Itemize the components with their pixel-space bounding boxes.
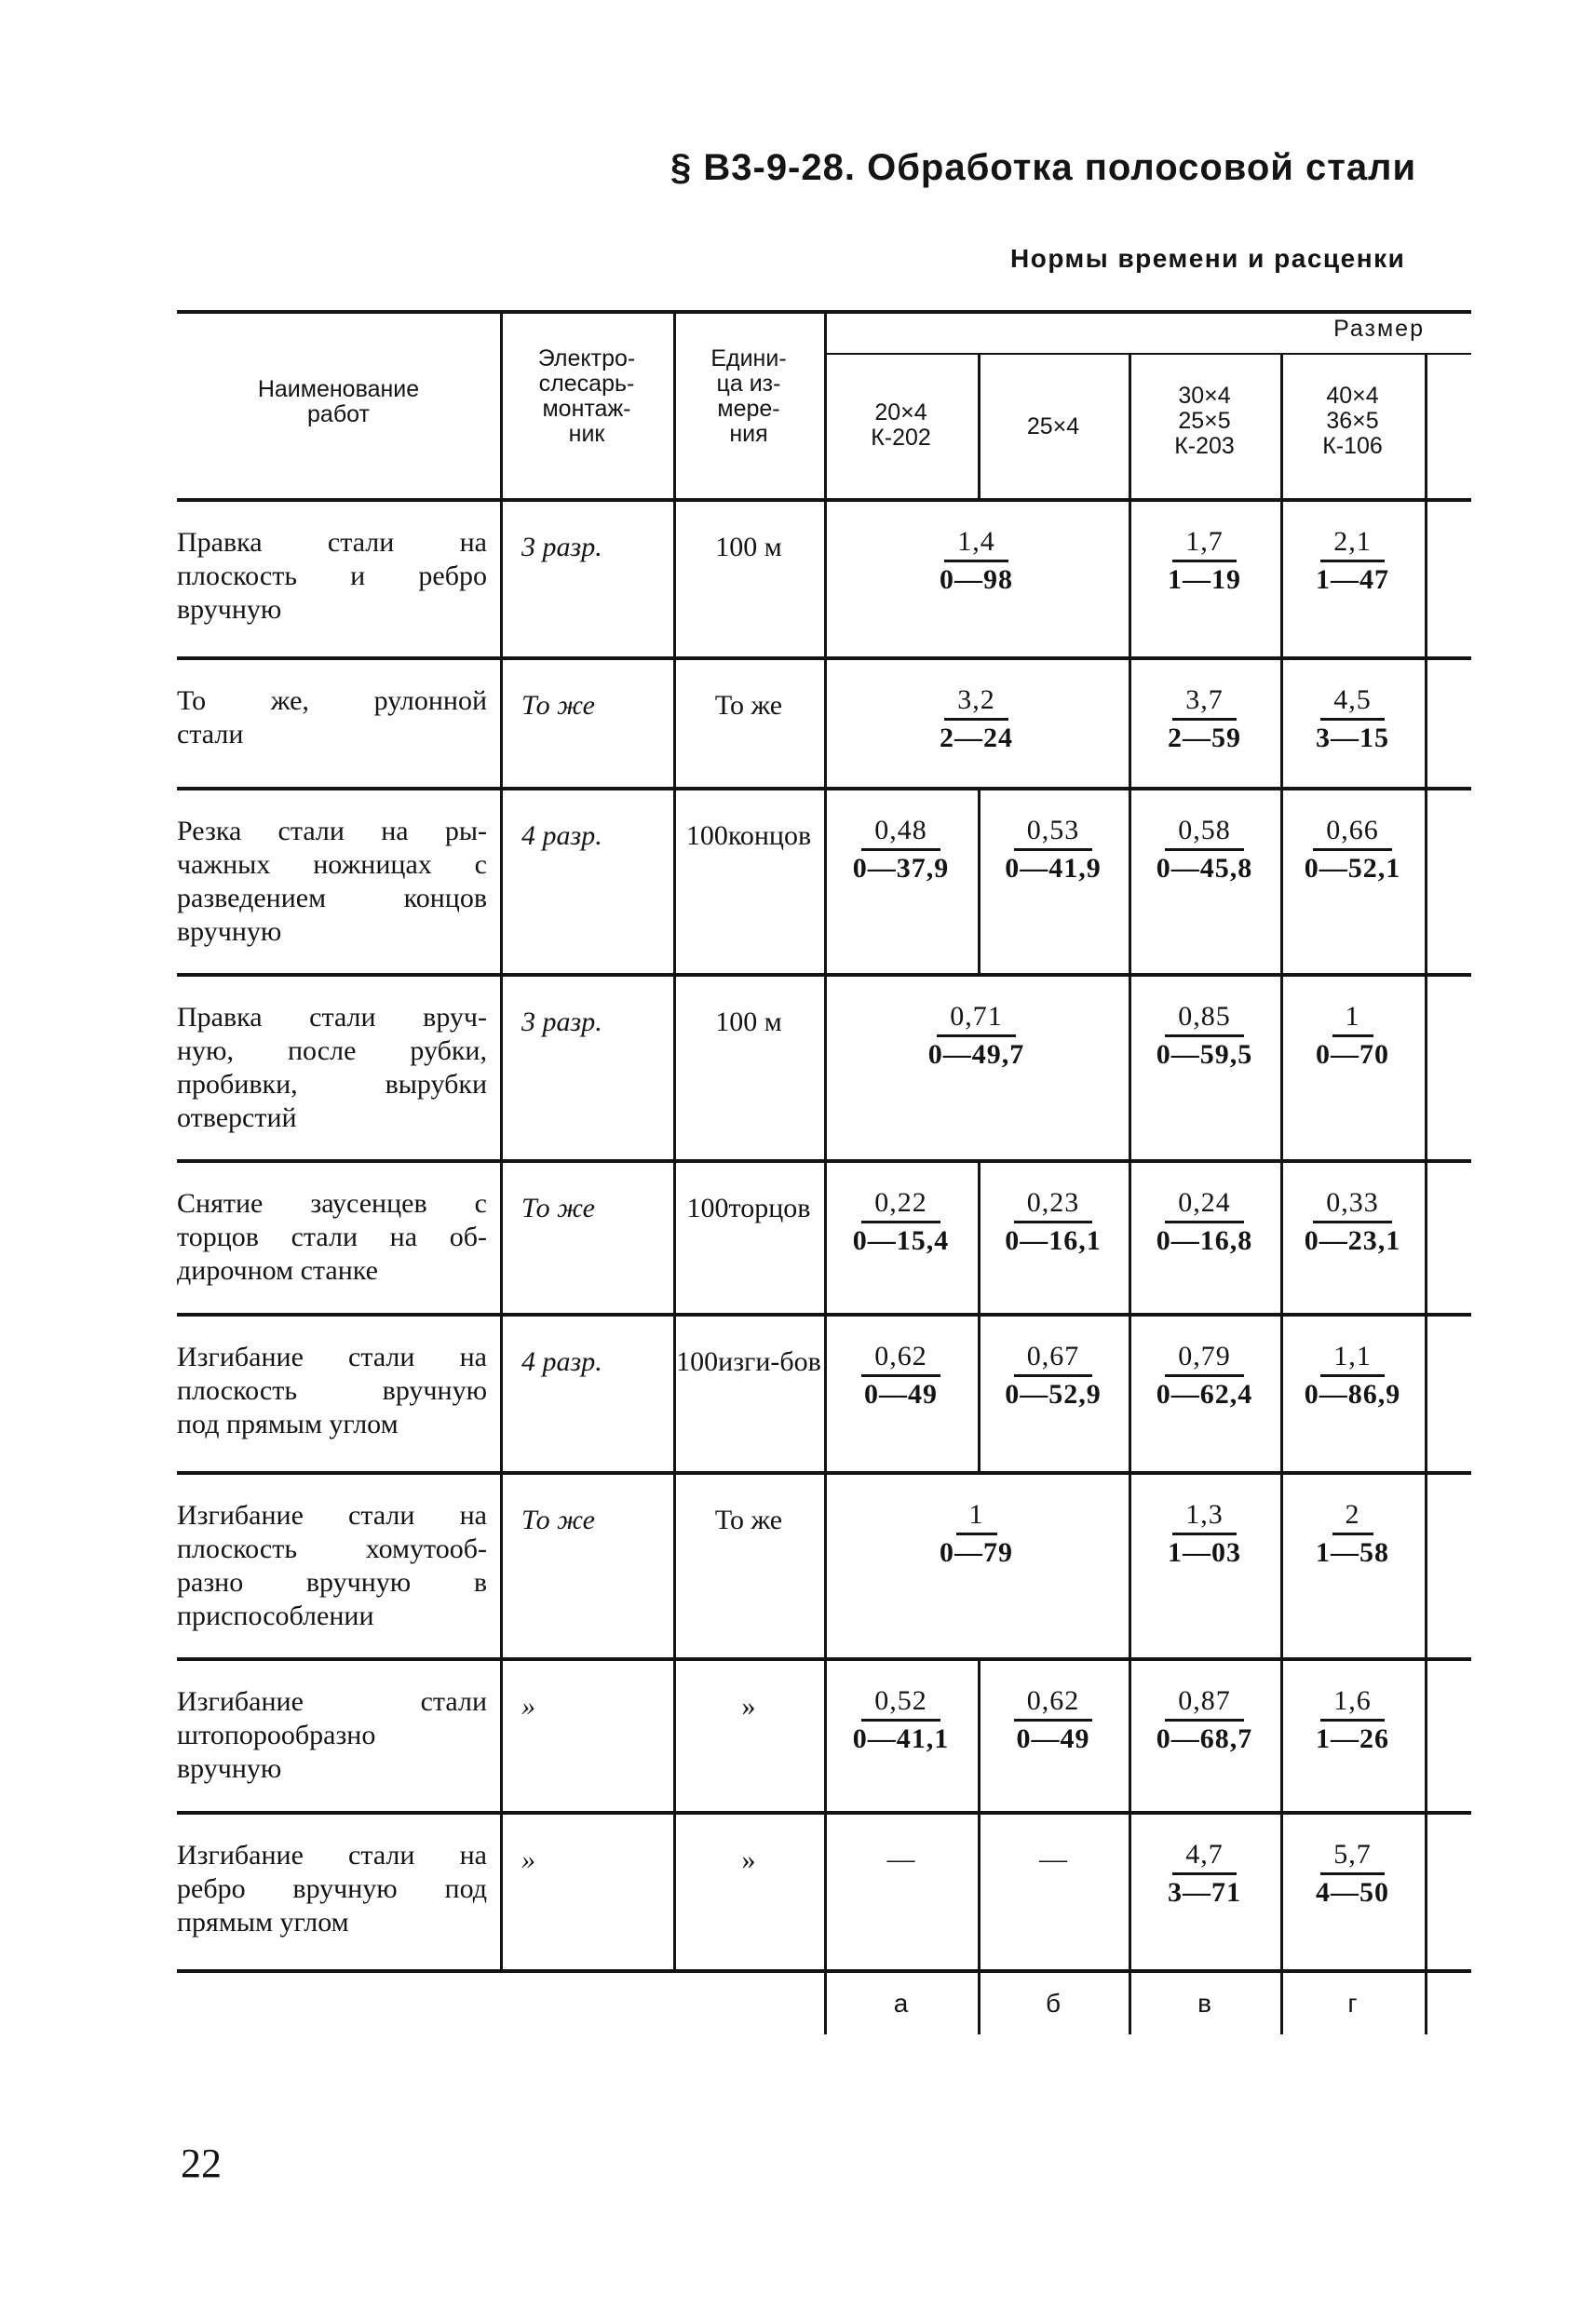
text-line: Изгибание стали на — [177, 1500, 487, 1531]
text-line: торцов стали на об- — [177, 1222, 487, 1252]
rate-value — [1129, 999, 1280, 1073]
text-line: Изгибание стали — [177, 1686, 487, 1717]
header-size-4 — [1280, 384, 1425, 459]
time-norm: 1,6 — [1320, 1683, 1385, 1722]
price-rate: 0—62,4 — [1156, 1379, 1253, 1410]
rate-value — [1280, 1497, 1425, 1571]
work-name — [177, 1839, 487, 1939]
text-line: работ — [307, 401, 370, 427]
column-letter: б — [1045, 1989, 1062, 2018]
text-line: под прямым углом — [177, 1409, 399, 1439]
work-name — [177, 1187, 487, 1288]
size-group-rule — [824, 353, 1471, 355]
text-line: разно вручную в — [177, 1567, 487, 1598]
time-norm: 1 — [1332, 999, 1373, 1037]
price-rate: 0—16,8 — [1156, 1225, 1253, 1256]
text-line: Правка стали на — [177, 527, 487, 558]
column-rule — [1425, 1972, 1427, 2034]
worker-grade: » — [521, 1691, 535, 1722]
time-norm: 0,79 — [1165, 1339, 1244, 1377]
worker-grade: » — [521, 1844, 535, 1875]
text-line: штопорообразно — [177, 1720, 376, 1750]
text-line: 25×4 — [1026, 413, 1080, 439]
text-line: отверстий — [177, 1102, 297, 1133]
rate-value — [1280, 999, 1425, 1073]
time-norm: 0,85 — [1165, 999, 1244, 1037]
price-rate: 0—59,5 — [1156, 1039, 1253, 1070]
worker-grade: То же — [521, 1193, 595, 1223]
rate-value — [1280, 1185, 1425, 1259]
text-line: вручную — [177, 594, 282, 625]
rate-value — [824, 524, 1129, 598]
rate-value — [824, 1683, 978, 1757]
worker-grade: 4 разр. — [521, 820, 602, 851]
text-line: плоскость и ребро — [177, 561, 487, 591]
rate-value — [1280, 682, 1425, 756]
text-line: мере- — [717, 396, 780, 422]
work-name — [177, 815, 487, 949]
unit-value — [673, 1844, 824, 1877]
worker-grade: То же — [521, 690, 595, 721]
price-rate: 2—59 — [1168, 723, 1241, 753]
text-line: То же — [714, 690, 783, 721]
price-rate: 3—71 — [1168, 1877, 1241, 1908]
rate-value — [824, 1185, 978, 1259]
text-line: 25×5 — [1178, 408, 1231, 434]
time-norm: 0,67 — [1014, 1339, 1093, 1377]
empty-value-dash: — — [886, 1844, 915, 1874]
time-norm: 0,48 — [861, 813, 940, 851]
text-line: К-202 — [871, 425, 931, 451]
time-norm: 5,7 — [1320, 1837, 1385, 1875]
worker-grade: 3 разр. — [521, 1006, 602, 1037]
header-size-1 — [824, 400, 978, 451]
text-line: Резка стали на ры- — [177, 816, 487, 846]
time-norm: 0,58 — [1165, 813, 1244, 851]
unit-value — [673, 1192, 824, 1225]
text-line: Едини- — [710, 345, 787, 371]
time-norm: 4,7 — [1172, 1837, 1237, 1875]
time-norm: 0,71 — [937, 999, 1016, 1037]
time-norm: 0,62 — [1014, 1683, 1093, 1722]
unit-value — [673, 1345, 824, 1379]
text-line: 100 — [686, 1193, 729, 1223]
text-line: прямым углом — [177, 1907, 349, 1938]
header-size-2 — [978, 414, 1129, 439]
price-rate: 0—52,1 — [1304, 853, 1401, 884]
price-rate: 1—58 — [1316, 1537, 1389, 1568]
time-norm: 0,23 — [1014, 1185, 1093, 1223]
price-rate: 0—15,4 — [852, 1225, 950, 1256]
price-rate: 0—68,7 — [1156, 1723, 1253, 1754]
time-norm: 1,7 — [1172, 524, 1237, 562]
header-worker-grade — [500, 346, 673, 447]
rate-value — [978, 1339, 1129, 1412]
text-line: ния — [729, 421, 768, 447]
price-rate: 0—70 — [1316, 1039, 1389, 1070]
text-line: ребро вручную под — [177, 1873, 487, 1904]
text-line: изги- — [718, 1346, 780, 1377]
price-rate: 0—52,9 — [1005, 1379, 1102, 1410]
time-norm: 0,33 — [1313, 1185, 1392, 1223]
time-norm: 0,87 — [1165, 1683, 1244, 1722]
column-rule — [1425, 354, 1427, 1969]
text-line: дирочном станке — [177, 1255, 378, 1286]
text-line: К-203 — [1174, 433, 1235, 459]
rate-value — [978, 813, 1129, 886]
text-line: 100 м — [715, 532, 782, 562]
worker-grade: 4 разр. — [521, 1346, 602, 1377]
column-letter: в — [1197, 1989, 1211, 2018]
header-size-3 — [1129, 384, 1280, 459]
time-norm: 0,24 — [1165, 1185, 1244, 1223]
text-line: ца из- — [716, 371, 781, 397]
price-rate: 0—49 — [1016, 1723, 1090, 1754]
text-line: 40×4 — [1326, 383, 1379, 409]
unit-value — [673, 531, 824, 564]
time-norm: 1 — [956, 1497, 997, 1535]
rate-value — [1129, 1683, 1280, 1757]
price-rate: 0—86,9 — [1304, 1379, 1401, 1410]
column-letter: а — [893, 1989, 909, 2018]
rate-value — [1129, 813, 1280, 886]
text-line: стали — [177, 719, 244, 750]
price-rate: 1—26 — [1316, 1723, 1389, 1754]
rate-value — [978, 1185, 1129, 1259]
text-line: слесарь- — [538, 371, 635, 397]
rate-value — [1280, 1683, 1425, 1757]
price-rate: 1—47 — [1316, 564, 1389, 595]
time-norm: 3,2 — [944, 682, 1008, 721]
price-rate: 2—24 — [940, 723, 1013, 753]
time-norm: 0,53 — [1014, 813, 1093, 851]
text-line: » — [741, 1844, 756, 1875]
work-name — [177, 1499, 487, 1633]
unit-value — [673, 689, 824, 723]
price-rate: 0—16,1 — [1005, 1225, 1102, 1256]
price-rate: 0—98 — [940, 564, 1013, 595]
time-norm: 4,5 — [1320, 682, 1385, 721]
page-title: § В3-9-28. Обработка полосовой стали — [670, 147, 1417, 188]
time-norm: 1,3 — [1172, 1497, 1237, 1535]
text-line: 36×5 — [1326, 408, 1379, 434]
rate-value — [1129, 1339, 1280, 1412]
rate-value — [1280, 1837, 1425, 1911]
text-line: вручную — [177, 916, 282, 947]
text-line: 100 — [676, 1346, 719, 1377]
text-line: 100 — [685, 820, 728, 851]
text-line: » — [741, 1691, 756, 1722]
time-norm: 0,52 — [861, 1683, 940, 1722]
unit-value — [673, 1504, 824, 1537]
column-rule — [500, 310, 503, 1969]
time-norm: 0,66 — [1313, 813, 1392, 851]
price-rate: 0—45,8 — [1156, 853, 1253, 884]
rate-value — [1129, 1185, 1280, 1259]
price-rate: 0—41,9 — [1005, 853, 1102, 884]
text-line: К-106 — [1322, 433, 1383, 459]
text-line: 30×4 — [1178, 383, 1231, 409]
text-line: Электро- — [537, 345, 636, 371]
price-rate: 0—49 — [864, 1379, 938, 1410]
text-line: монтаж- — [542, 396, 631, 422]
worker-grade: То же — [521, 1505, 595, 1535]
text-line: Наименование — [257, 376, 420, 402]
text-line: 20×4 — [874, 399, 927, 426]
rate-value — [824, 1497, 1129, 1571]
text-line: разведением концов — [177, 883, 487, 913]
header-size-group: Размер — [1333, 316, 1425, 342]
time-norm: 1,1 — [1320, 1339, 1385, 1377]
text-line: чажных ножницах с — [177, 849, 487, 880]
text-line: ник — [568, 421, 605, 447]
work-name — [177, 684, 487, 751]
header-unit — [673, 346, 824, 447]
price-rate: 1—19 — [1168, 564, 1241, 595]
unit-value — [673, 819, 824, 853]
text-line: То же — [714, 1505, 783, 1535]
text-line: То же, рулонной — [177, 685, 487, 716]
text-line: Правка стали вруч- — [177, 1002, 487, 1033]
text-line: 100 м — [715, 1006, 782, 1037]
text-line: плоскость хомутооб- — [177, 1533, 487, 1564]
time-norm: 3,7 — [1172, 682, 1237, 721]
text-line: Изгибание стали на — [177, 1342, 487, 1372]
rate-value — [824, 813, 978, 886]
rate-value — [1129, 524, 1280, 598]
column-rule — [978, 1811, 981, 1969]
rate-value — [1129, 1497, 1280, 1571]
text-line: Снятие заусенцев с — [177, 1188, 487, 1219]
rate-value — [1280, 524, 1425, 598]
work-name — [177, 1685, 487, 1786]
work-name — [177, 526, 487, 627]
time-norm: 0,62 — [861, 1339, 940, 1377]
rate-value — [824, 1339, 978, 1412]
rate-value — [1280, 1339, 1425, 1412]
text-line: вручную — [177, 1753, 282, 1784]
time-norm: 0,22 — [861, 1185, 940, 1223]
text-line: плоскость вручную — [177, 1375, 487, 1406]
text-line: приспособлении — [177, 1601, 374, 1631]
work-name — [177, 1001, 487, 1135]
price-rate: 0—79 — [940, 1537, 1013, 1568]
empty-value-dash: — — [1039, 1844, 1067, 1874]
table-subtitle: Нормы времени и расценки — [1010, 244, 1406, 273]
rate-value — [824, 682, 1129, 756]
time-norm: 1,4 — [944, 524, 1008, 562]
price-rate: 0—23,1 — [1304, 1225, 1401, 1256]
text-line: ную, после рубки, — [177, 1035, 487, 1066]
rate-value — [1280, 813, 1425, 886]
rate-value — [978, 1683, 1129, 1757]
price-rate: 4—50 — [1316, 1877, 1389, 1908]
text-line: Изгибание стали на — [177, 1840, 487, 1871]
rate-value — [1129, 682, 1280, 756]
price-rate: 0—49,7 — [927, 1039, 1025, 1070]
price-rate: 1—03 — [1168, 1537, 1241, 1568]
price-rate: 0—37,9 — [852, 853, 950, 884]
page-number: 22 — [181, 2141, 222, 2186]
column-letter: г — [1347, 1989, 1358, 2018]
header-work-name — [177, 377, 500, 427]
time-norm: 2,1 — [1320, 524, 1385, 562]
unit-value — [673, 1690, 824, 1723]
worker-grade: 3 разр. — [521, 532, 602, 562]
text-line: бов — [779, 1346, 821, 1377]
text-line: концов — [727, 820, 812, 851]
rate-value — [824, 999, 1129, 1073]
time-norm: 2 — [1332, 1497, 1373, 1535]
unit-value — [673, 1006, 824, 1039]
rate-value — [1129, 1837, 1280, 1911]
work-name — [177, 1341, 487, 1441]
text-line: пробивки, вырубки — [177, 1069, 487, 1100]
price-rate: 3—15 — [1316, 723, 1389, 753]
price-rate: 0—41,1 — [852, 1723, 950, 1754]
text-line: торцов — [728, 1193, 811, 1223]
